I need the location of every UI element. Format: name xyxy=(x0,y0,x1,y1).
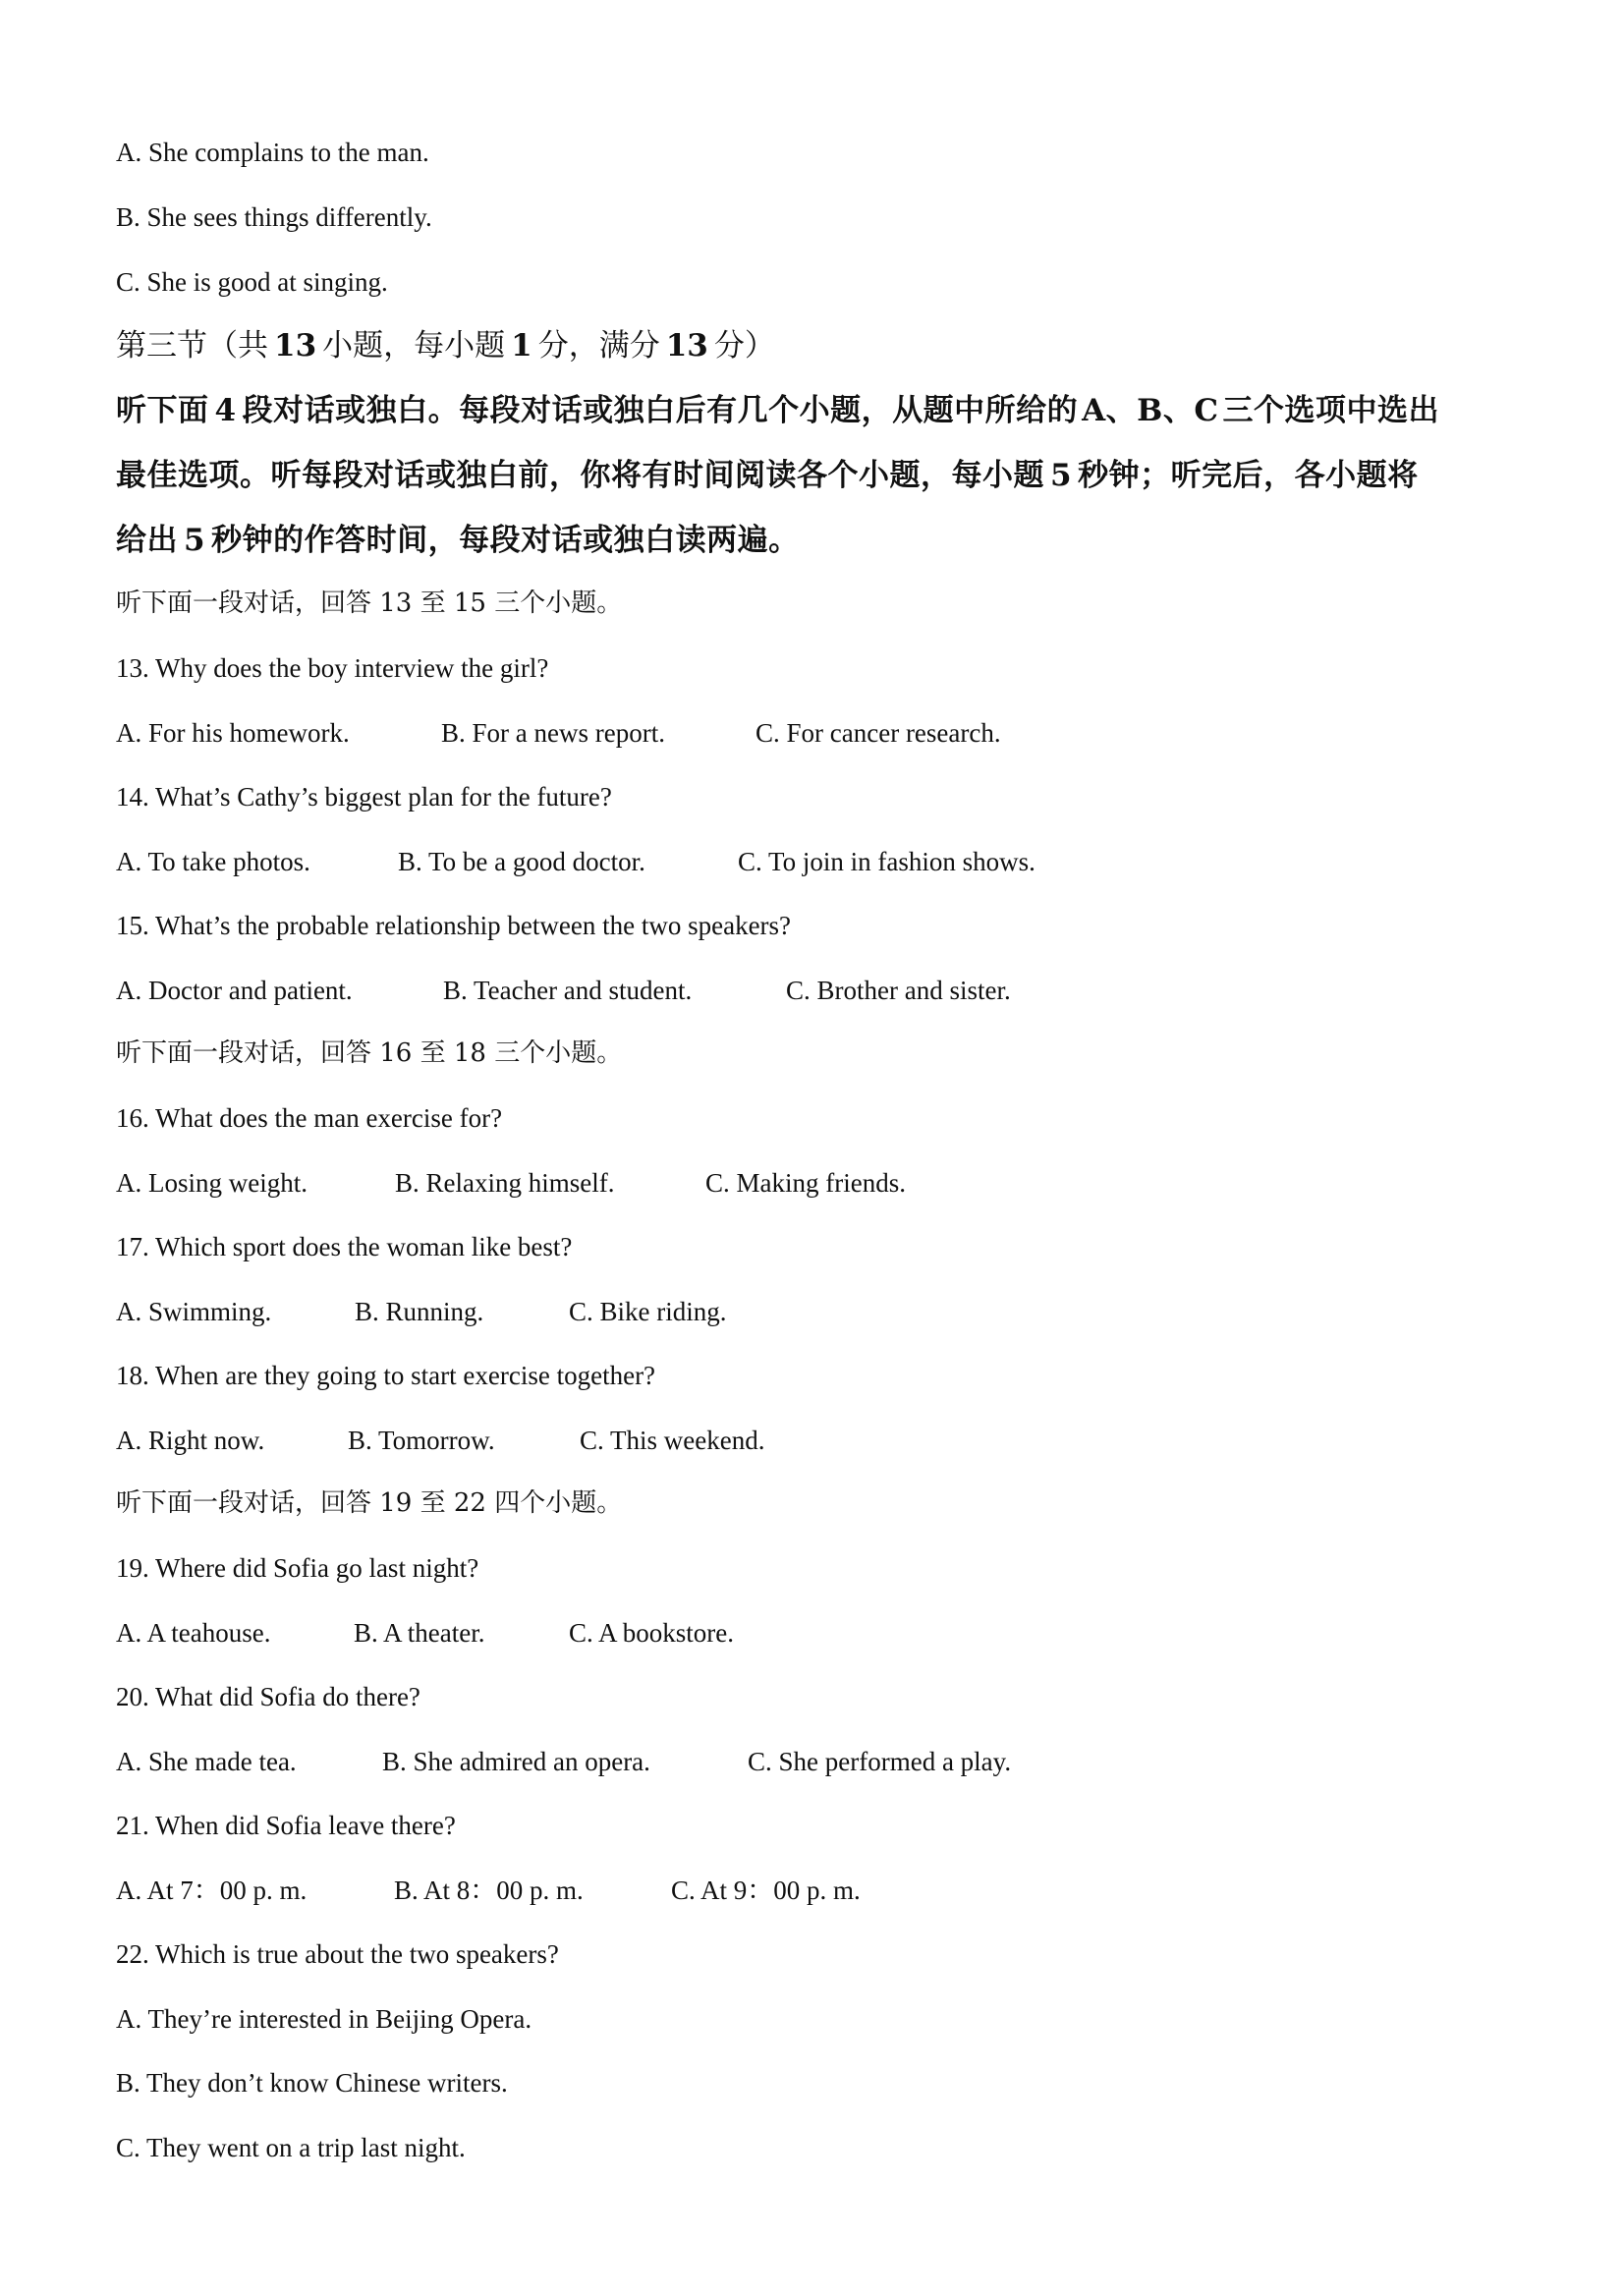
q16-question: 16. What does the man exercise for? xyxy=(116,1103,503,1133)
q16-option-b: B. Relaxing himself. xyxy=(395,1168,615,1198)
q22-option-b: B. They don’t know Chinese writers. xyxy=(116,2068,508,2098)
q12-option-b: B. She sees things differently. xyxy=(116,202,432,232)
q18-options xyxy=(116,1424,764,1457)
q17-option-b: B. Running. xyxy=(355,1297,484,1326)
q20-question: 20. What did Sofia do there? xyxy=(116,1682,420,1711)
group2-intro: 听下面一段对话，回答 16 至 18 三个小题。 xyxy=(116,1038,623,1068)
q19-option-c: C. A bookstore. xyxy=(569,1618,735,1648)
q13-question: 13. Why does the boy interview the girl? xyxy=(116,653,549,683)
q18-option-a: A. Right now. xyxy=(116,1426,265,1455)
section3-heading: 第三节（共 13 小题，每小题 1 分，满分 13 分） xyxy=(116,328,775,364)
q21-option-b: B. At 8：00 p. m. xyxy=(394,1876,584,1905)
q14-option-c: C. To join in fashion shows. xyxy=(738,847,1035,876)
q19-question: 19. Where did Sofia go last night? xyxy=(116,1553,479,1583)
q20-option-a: A. She made tea. xyxy=(116,1747,297,1776)
q19-options xyxy=(116,1616,734,1650)
q15-option-b: B. Teacher and student. xyxy=(443,976,693,1005)
q12-option-c: C. She is good at singing. xyxy=(116,267,388,297)
q17-option-a: A. Swimming. xyxy=(116,1297,272,1326)
q21-question: 21. When did Sofia leave there? xyxy=(116,1811,456,1840)
section3-instructions-line2: 最佳选项。听每段对话或独白前，你将有时间阅读各个小题，每小题 5 秒钟；听完后，各小题将 xyxy=(116,458,1419,493)
q14-question: 14. What’s Cathy’s biggest plan for the future? xyxy=(116,782,612,812)
section3-instructions-line1: 听下面 4 段对话或独白。每段对话或独白后有几个小题，从题中所给的 A、B、C 三个选项中选出 xyxy=(116,393,1440,428)
q17-question: 17. Which sport does the woman like best? xyxy=(116,1232,573,1261)
q13-option-b: B. For a news report. xyxy=(441,718,665,748)
q17-options xyxy=(116,1295,727,1328)
q14-option-a: A. To take photos. xyxy=(116,847,310,876)
q18-option-c: C. This weekend. xyxy=(580,1426,765,1455)
q19-option-a: A. A teahouse. xyxy=(116,1618,271,1648)
q14-option-b: B. To be a good doctor. xyxy=(398,847,645,876)
q18-question: 18. When are they going to start exercise together? xyxy=(116,1361,656,1390)
group3-intro: 听下面一段对话，回答 19 至 22 四个小题。 xyxy=(116,1488,623,1518)
q19-option-b: B. A theater. xyxy=(354,1618,485,1648)
q14-options xyxy=(116,845,1035,878)
q13-option-a: A. For his homework. xyxy=(116,718,350,748)
q12-option-a: A. She complains to the man. xyxy=(116,138,429,167)
section3-instructions-line3: 给出 5 秒钟的作答时间，每段对话或独白读两遍。 xyxy=(116,523,800,558)
q21-options xyxy=(116,1874,861,1907)
q13-options xyxy=(116,716,1001,750)
q15-option-c: C. Brother and sister. xyxy=(786,976,1011,1005)
q22-option-c: C. They went on a trip last night. xyxy=(116,2133,466,2162)
group1-intro: 听下面一段对话，回答 13 至 15 三个小题。 xyxy=(116,588,623,618)
q16-options xyxy=(116,1166,906,1200)
q16-option-c: C. Making friends. xyxy=(705,1168,906,1198)
q22-question: 22. Which is true about the two speakers? xyxy=(116,1939,559,1969)
q21-option-a: A. At 7：00 p. m. xyxy=(116,1876,308,1905)
q15-options xyxy=(116,974,1011,1007)
q20-options xyxy=(116,1745,1011,1778)
q13-option-c: C. For cancer research. xyxy=(756,718,1001,748)
q21-option-c: C. At 9：00 p. m. xyxy=(671,1876,861,1905)
q15-question: 15. What’s the probable relationship between the two speakers? xyxy=(116,911,792,940)
q15-option-a: A. Doctor and patient. xyxy=(116,976,353,1005)
q18-option-b: B. Tomorrow. xyxy=(348,1426,495,1455)
q16-option-a: A. Losing weight. xyxy=(116,1168,308,1198)
q20-option-c: C. She performed a play. xyxy=(748,1747,1012,1776)
q22-option-a: A. They’re interested in Beijing Opera. xyxy=(116,2004,532,2034)
q17-option-c: C. Bike riding. xyxy=(569,1297,727,1326)
q20-option-b: B. She admired an opera. xyxy=(382,1747,650,1776)
